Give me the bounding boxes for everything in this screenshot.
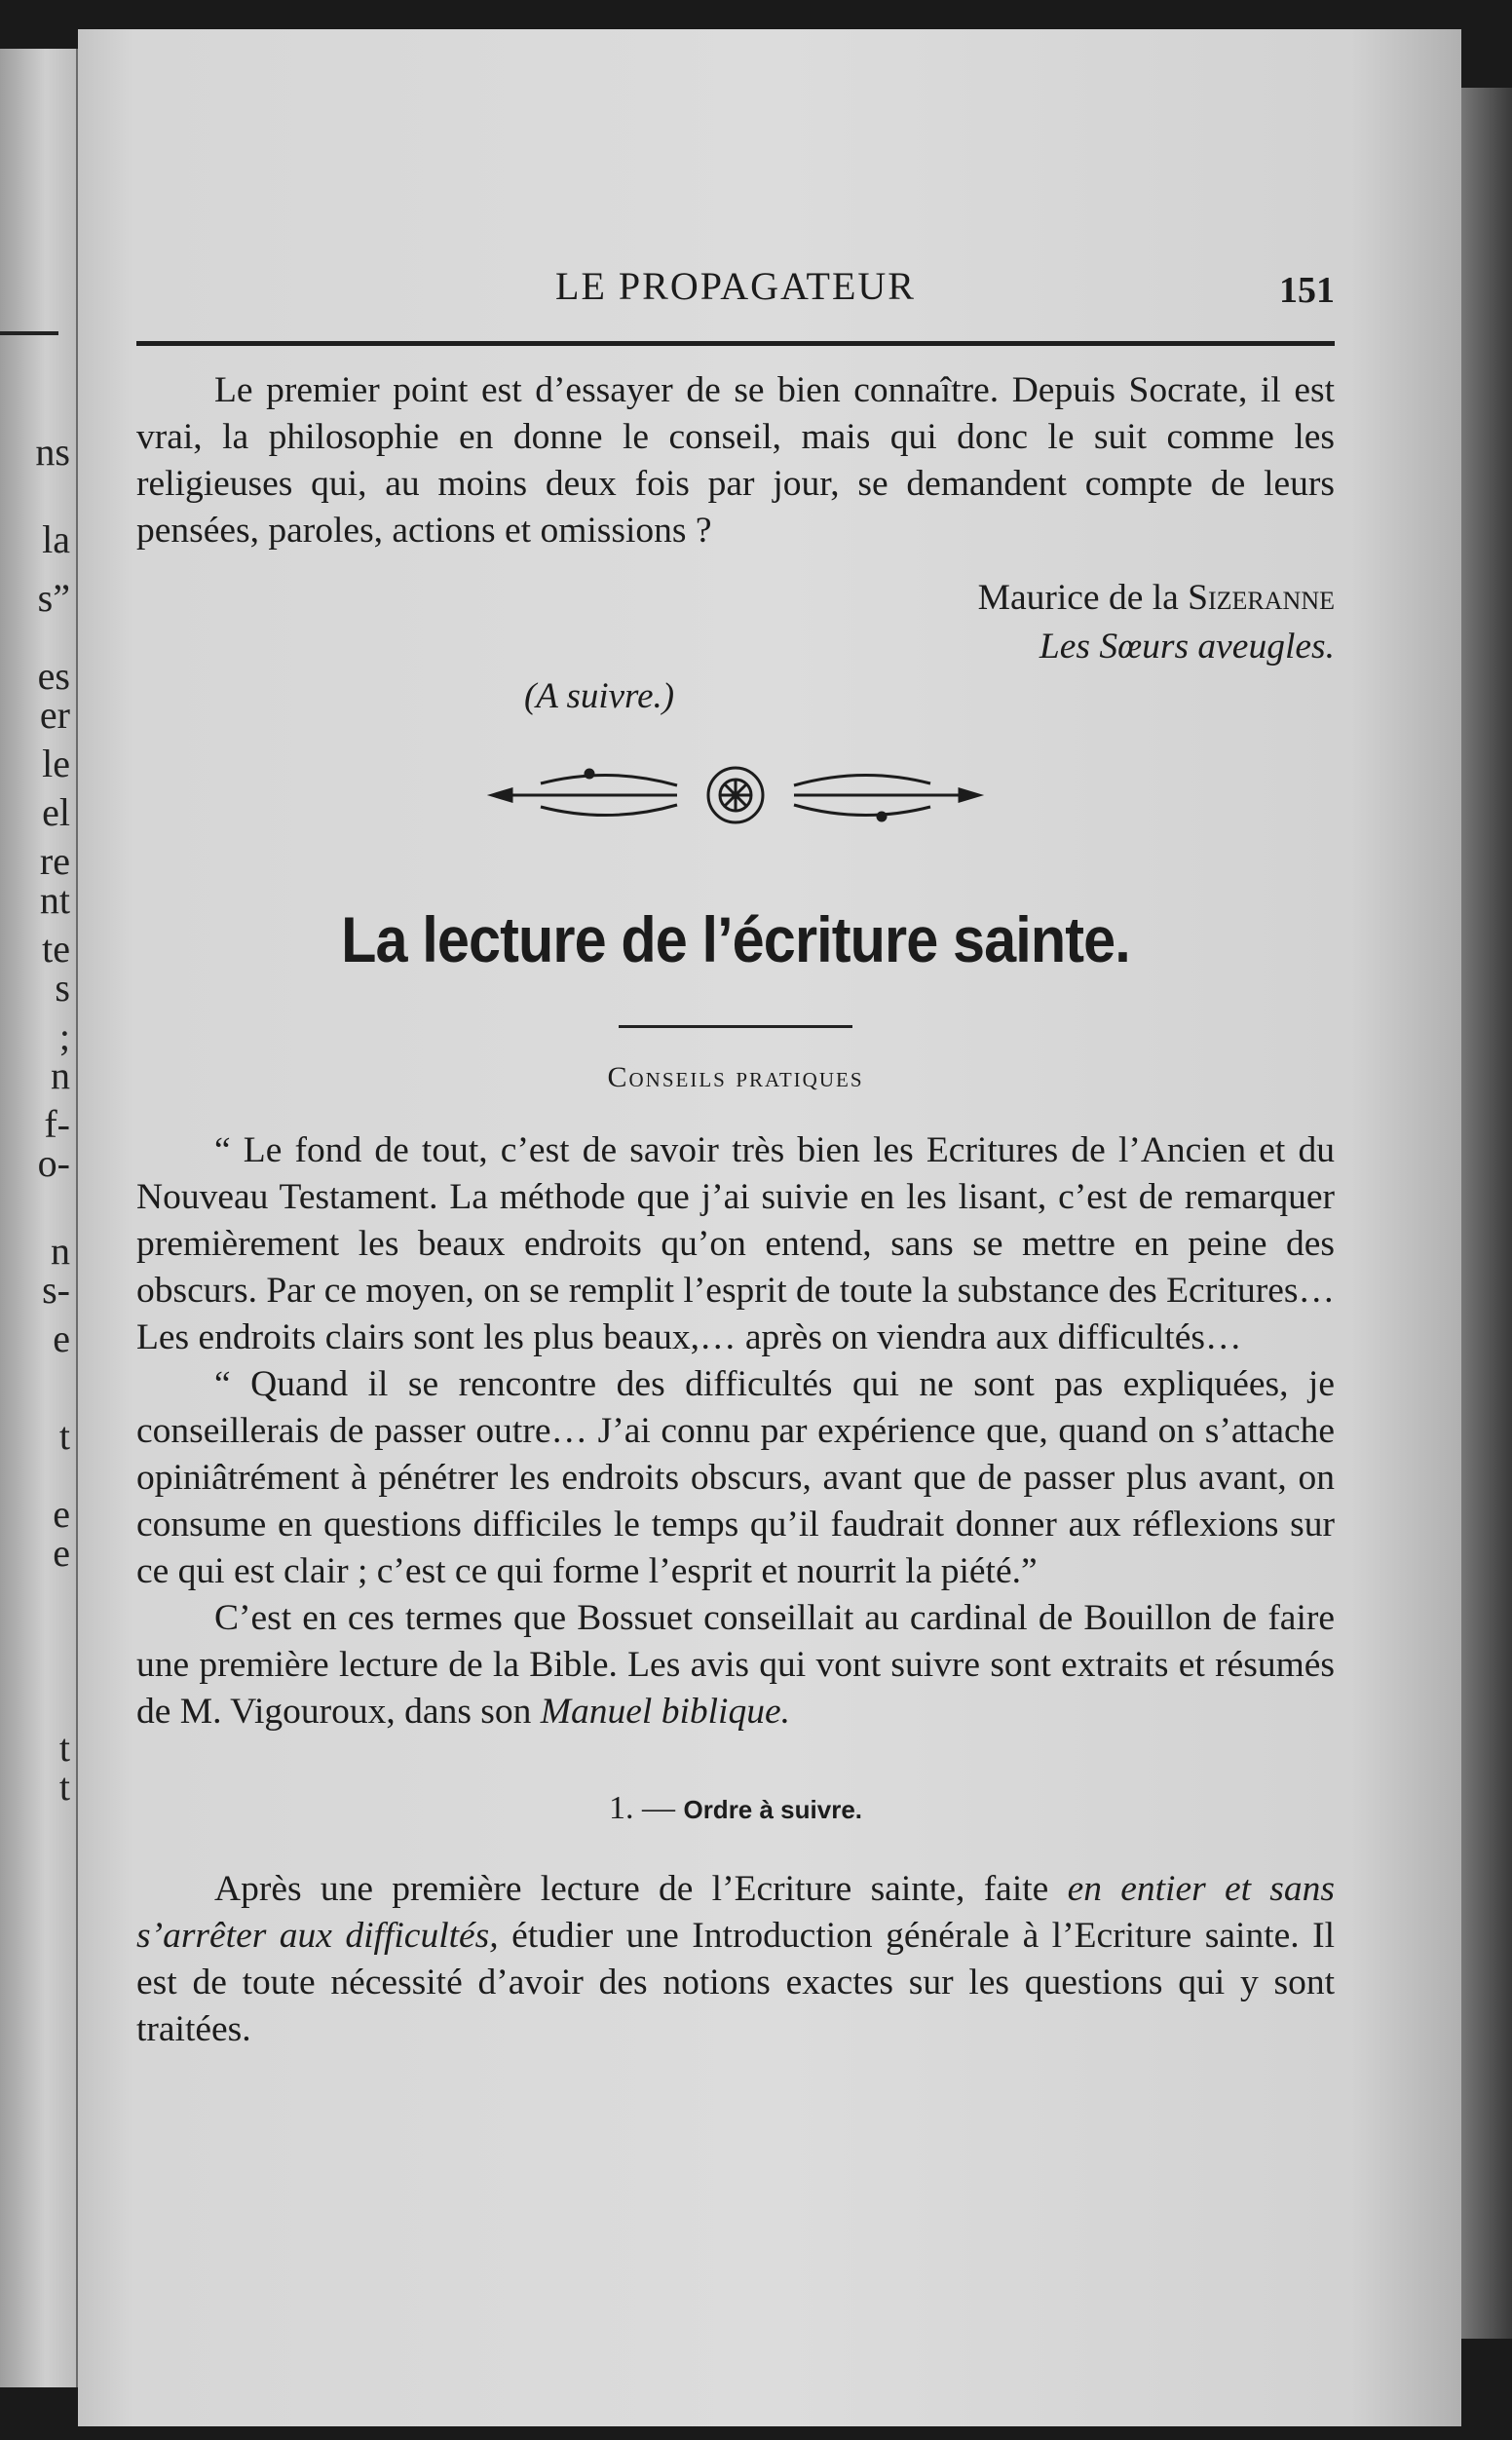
running-title: LE PROPAGATEUR: [555, 264, 916, 308]
book-title: Manuel biblique.: [540, 1692, 790, 1732]
facing-page-fragment: e: [53, 1316, 70, 1360]
intro-paragraph: Le premier point est d’essayer de se bien connaître. Depuis Socrate, il est vrai, la philosophie en donne le conseil, mais qui donc le suit comme les religieuses qui, au moins deux fois par jour, se demandent compte de leurs pensées, paroles, actions et omissions ?: [136, 370, 1335, 551]
facing-page-fragment: n: [51, 1053, 70, 1097]
book-page: [78, 29, 1461, 2426]
author-last: Sizeranne: [1188, 578, 1335, 618]
author-line: [136, 574, 1335, 623]
facing-page-fragment: nt: [39, 878, 70, 922]
facing-page-fragment: ;: [58, 1014, 70, 1058]
facing-page-fragment: er: [39, 693, 70, 737]
facing-page-fragment: re: [39, 839, 70, 883]
page-edge-shadow: [1461, 88, 1512, 2339]
context-text: C’est en ces termes que Bossuet conseillait au cardinal de Bouillon de faire une première lecture de la Bible. Les avis qui vont suivre sont extraits et résumés de M. Vigouroux, dans son: [136, 1598, 1335, 1732]
article-title: La lecture de l’écriture sainte.: [341, 903, 1130, 975]
final-text-end: étudier une Introduction générale à l’Ecriture sainte. Il est de toute nécessité d’avoir des notions exactes sur les questions qui y sont traitées.: [136, 1916, 1335, 2049]
work-title: Les Sœurs aveugles.: [1039, 627, 1335, 667]
facing-page-rule: [0, 331, 58, 335]
ornament-divider-icon: [482, 756, 989, 834]
facing-page-fragment: la: [42, 517, 70, 561]
section-label: Ordre à suivre.: [683, 1795, 863, 1824]
facing-page-fragment: ns: [35, 430, 70, 474]
page-content: [136, 263, 1335, 2053]
article-subtitle: Conseils pratiques: [607, 1061, 864, 1093]
facing-page-fragment: es: [37, 654, 70, 698]
facing-page-fragment: f-: [44, 1102, 70, 1146]
facing-page-fragment: s”: [37, 576, 70, 620]
facing-page-fragment: el: [42, 790, 70, 834]
final-text-italic: en entier et sans s’arrêter aux difficultés,: [136, 1869, 1335, 1956]
quote-paragraph-2: “ Quand il se rencontre des difficultés qui ne sont pas expliquées, je conseillerais de passer outre… J’ai connu par expérience que, quand on s’attache opiniâtrément à pénétrer les endroits obscurs, avant que de passer plus avant, on consume en questions difficiles le temps qu’il faudrait donner aux réflexions sur ce qui est clair ; c’est ce qui forme l’esprit et nourrit la piété.”: [136, 1364, 1335, 1591]
facing-page-fragment: e: [53, 1492, 70, 1536]
facing-page-fragment: o-: [37, 1141, 70, 1185]
context-paragraph: [136, 1595, 1335, 1735]
to-be-continued: (A suivre.): [523, 676, 675, 716]
running-header: [136, 263, 1335, 346]
quote-paragraph-1: “ Le fond de tout, c’est de savoir très bien les Ecritures de l’Ancien et du Nouveau Testament. La méthode que j’ai suivie en les lisant, c’est de remarquer premièrement les beaux endroits qu’on entend, sans se mettre en peine des obscurs. Par ce moyen, on se remplit l’esprit de toute la substance des Ecritures… Les endroits clairs sont les plus beaux,… après on viendra aux difficultés…: [136, 1130, 1335, 1357]
title-rule: [619, 1025, 852, 1028]
section-heading: [136, 1790, 1335, 1827]
facing-page-fragment: t: [58, 1765, 70, 1809]
facing-page-fragment: t: [58, 1414, 70, 1458]
facing-page-fragment: e: [53, 1531, 70, 1575]
facing-page-fragment: t: [58, 1726, 70, 1770]
final-paragraph: [136, 1866, 1335, 2053]
signature: [136, 574, 1335, 671]
facing-page-fragment: s: [55, 966, 70, 1010]
final-text-start: Après une première lecture de l’Ecriture sainte, faite: [214, 1869, 1068, 1909]
page-number: 151: [1279, 270, 1335, 311]
section-number: 1. —: [608, 1790, 675, 1826]
facing-page-edge: [0, 49, 78, 2387]
facing-page-fragment: s-: [42, 1268, 70, 1312]
facing-page-fragment: le: [42, 742, 70, 785]
facing-page-fragment: te: [42, 927, 70, 971]
facing-page-fragment: n: [51, 1229, 70, 1273]
author-first: Maurice de la: [977, 578, 1189, 618]
